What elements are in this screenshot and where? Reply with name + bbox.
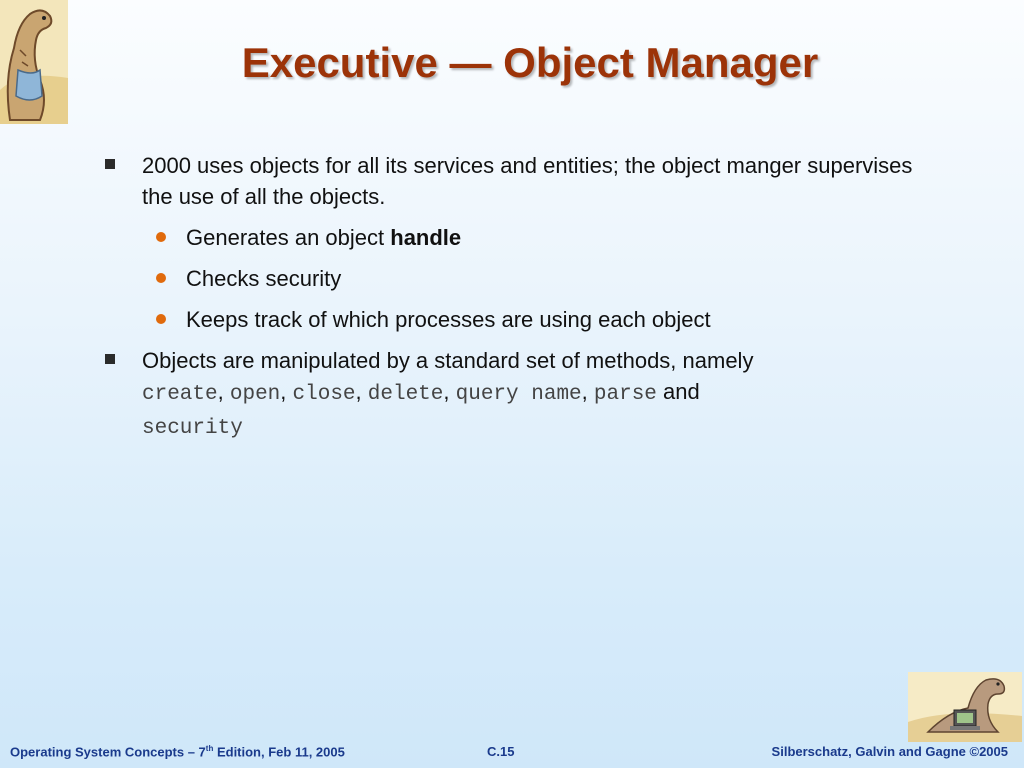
- round-bullet-icon: [156, 232, 166, 242]
- bullet-text: Objects are manipulated by a standard set of methods, namely: [142, 348, 754, 373]
- separator: ,: [443, 379, 456, 404]
- list-item: [100, 222, 920, 253]
- round-bullet-icon: [156, 273, 166, 283]
- separator: ,: [581, 379, 594, 404]
- separator: ,: [355, 379, 368, 404]
- method-name: create: [142, 383, 218, 406]
- method-name: query name: [455, 383, 582, 406]
- square-bullet-icon: [105, 159, 115, 169]
- method-name: close: [292, 383, 356, 406]
- bold-term: handle: [390, 225, 462, 250]
- bullet-text: Keeps track of which processes are using each object: [186, 307, 711, 332]
- footer-copyright: Silberschatz, Galvin and Gagne ©2005: [771, 744, 1008, 759]
- list-item: [100, 263, 920, 294]
- conjunction: and: [656, 379, 700, 404]
- method-name: delete: [367, 383, 444, 406]
- separator: ,: [217, 379, 230, 404]
- method-name: open: [229, 383, 281, 406]
- bullet-text: Generates an object: [186, 225, 391, 250]
- round-bullet-icon: [156, 314, 166, 324]
- list-item: [100, 345, 920, 444]
- list-item: [100, 304, 920, 335]
- bullet-text: Checks security: [186, 266, 342, 291]
- list-item: [100, 150, 920, 212]
- footer-book-title: Operating System Concepts – 7th Edition, Feb 11, 2005: [10, 744, 345, 760]
- footer-slide-number: C.15: [487, 744, 515, 759]
- dinosaur-icon: [0, 0, 68, 124]
- separator: ,: [280, 379, 293, 404]
- slide-title: Executive — Object Manager: [241, 39, 819, 86]
- dinosaur-computer-icon: [908, 672, 1022, 742]
- bullet-text: 2000 uses objects for all its services and entities; the object manger supervises the use of all the objects.: [142, 153, 913, 209]
- method-name: parse: [593, 383, 657, 406]
- bullet-list: [100, 150, 920, 454]
- square-bullet-icon: [105, 354, 115, 364]
- method-name: security: [142, 417, 243, 440]
